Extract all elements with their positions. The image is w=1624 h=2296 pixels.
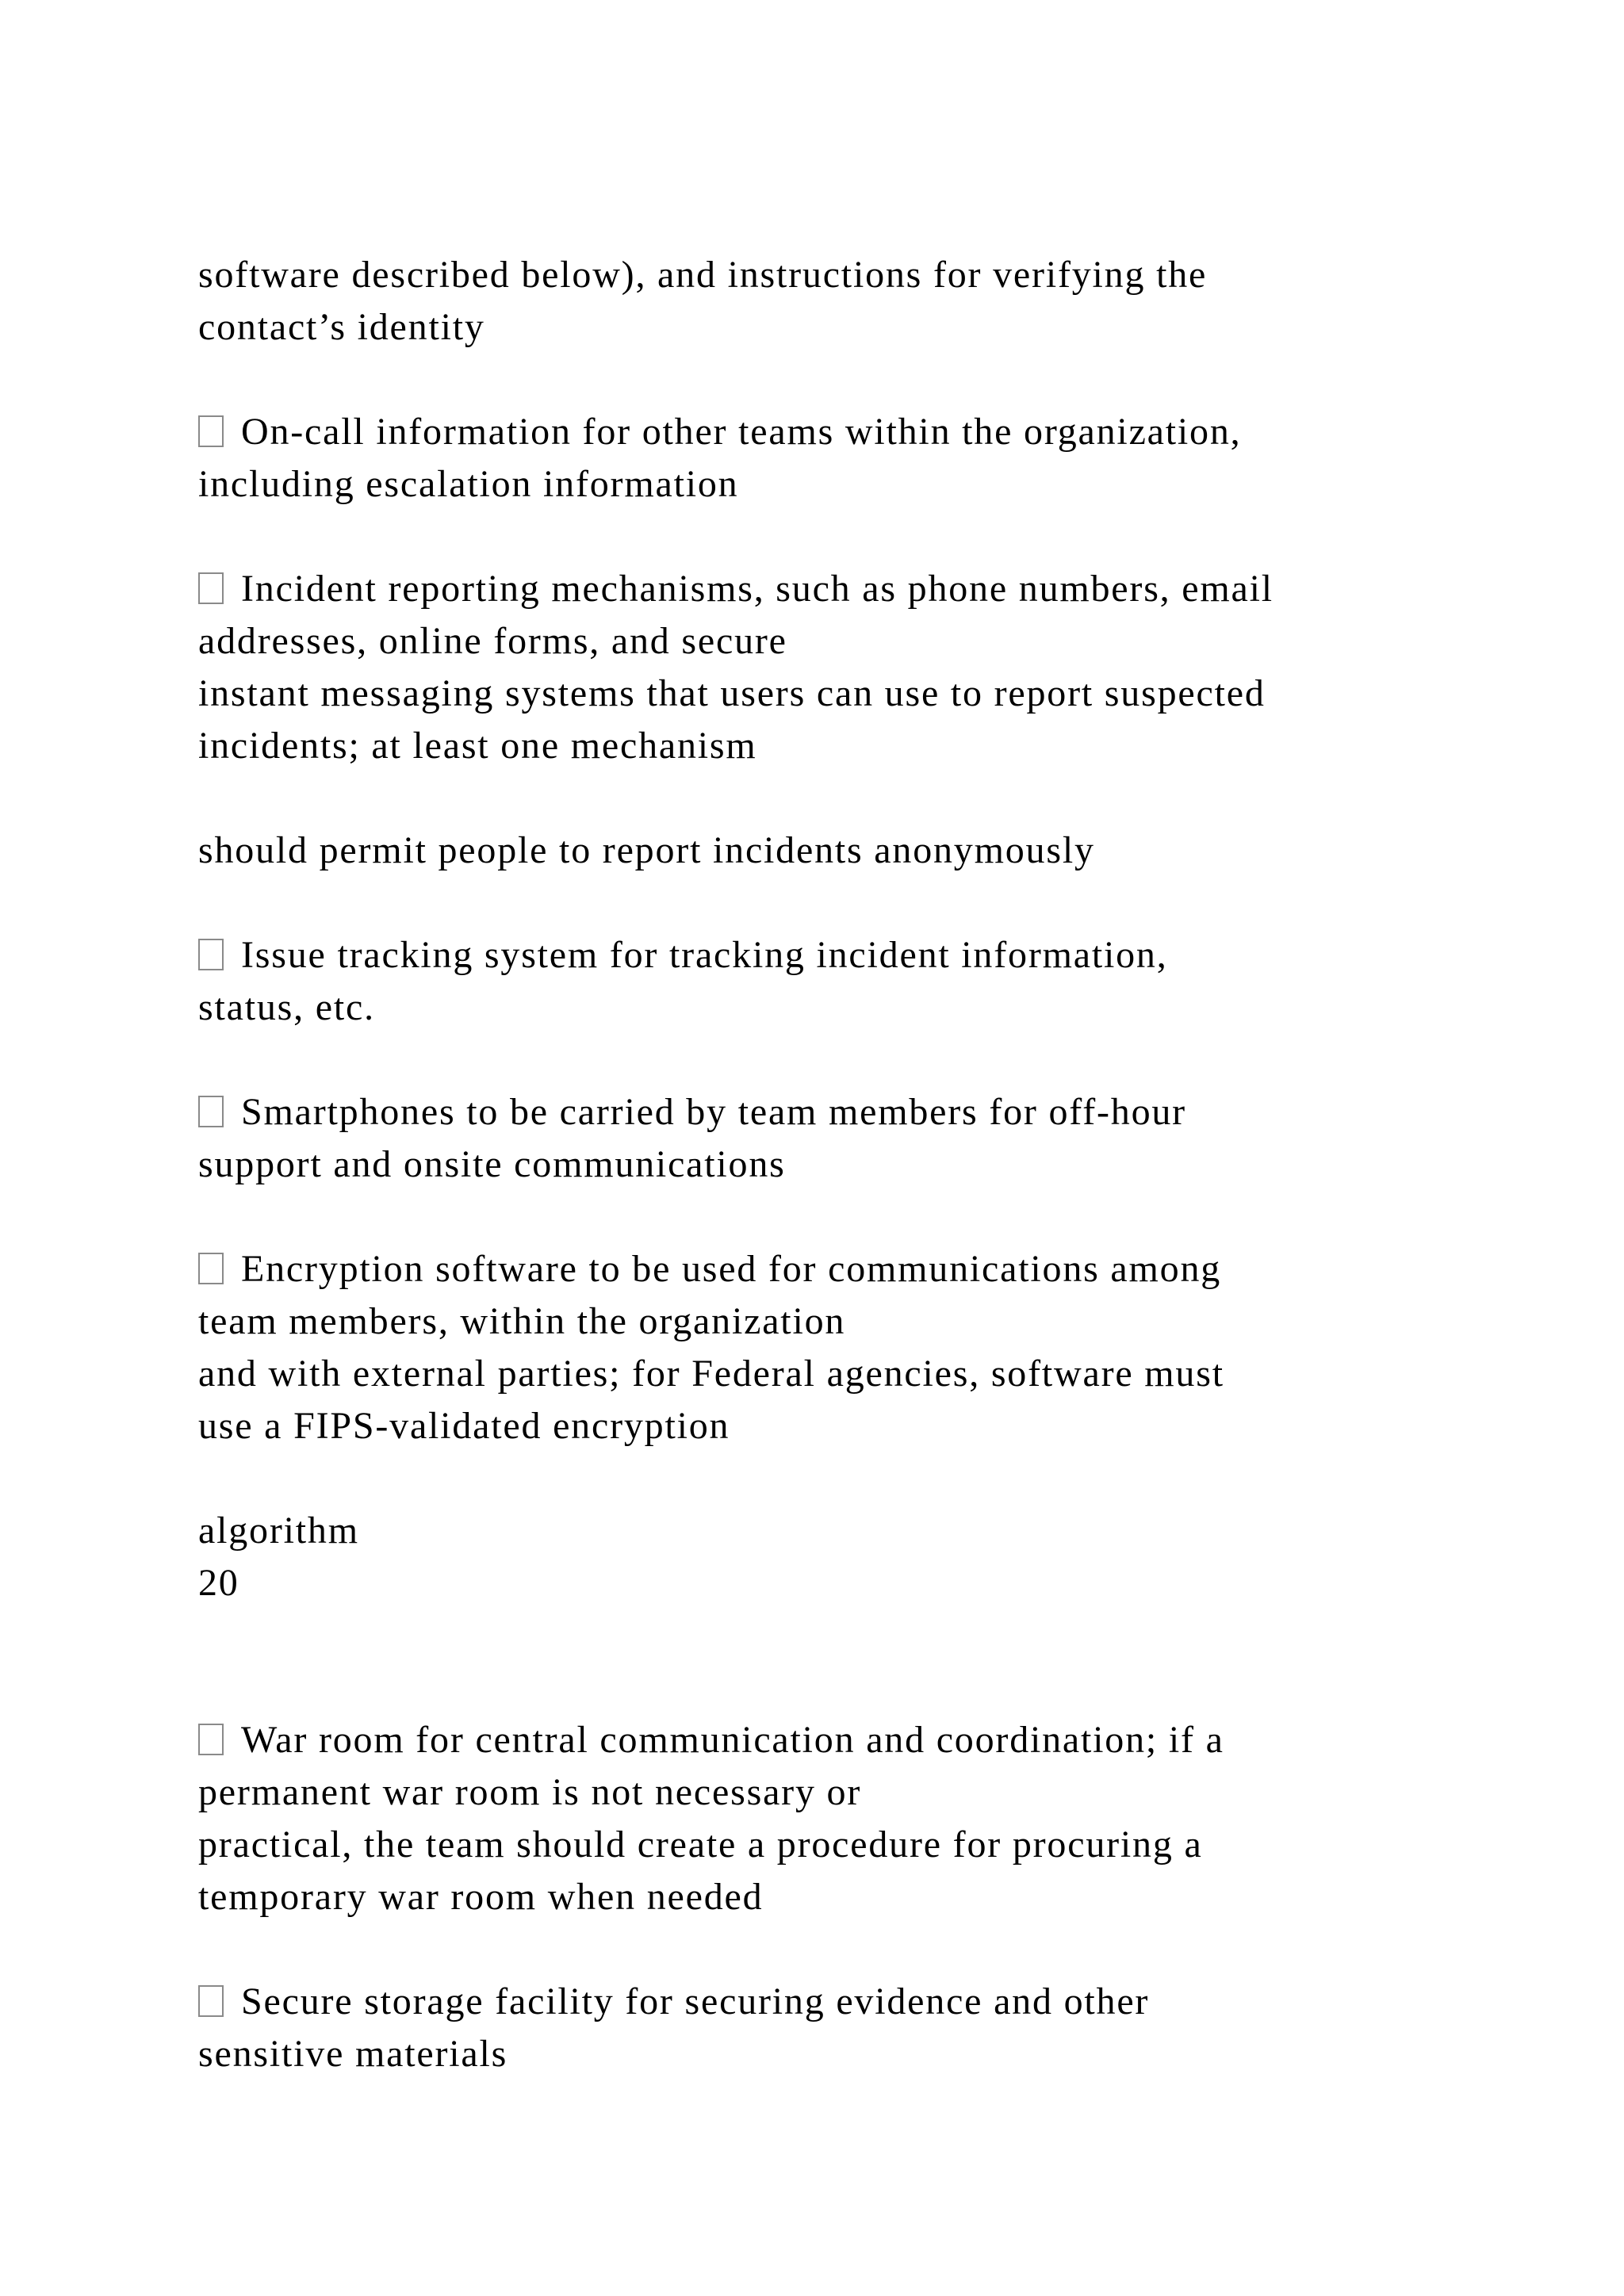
bullet-item (198, 929, 1168, 982)
text-line: use a FIPS-validated encryption (198, 1405, 730, 1447)
text-line: support and onsite communications (198, 1143, 786, 1185)
bullet-glyph-icon (198, 1985, 224, 2017)
bullet-glyph-icon (198, 939, 224, 970)
text-line: Issue tracking system for tracking incident information, (241, 934, 1168, 976)
bullet-item (198, 1243, 1221, 1295)
bullet-item (198, 406, 1241, 458)
bullet-item (198, 1976, 1149, 2028)
bullet-item (198, 563, 1274, 615)
text-line: status, etc. (198, 986, 375, 1028)
text-line: permanent war room is not necessary or (198, 1771, 862, 1813)
page-number: 20 (198, 1562, 239, 1604)
text-line: Secure storage facility for securing evidence and other (241, 1980, 1150, 2022)
text-line: algorithm (198, 1510, 359, 1552)
text-line: Smartphones to be carried by team members for off-hour (241, 1091, 1186, 1133)
text-line: practical, the team should create a procedure for procuring a (198, 1823, 1203, 1866)
text-line: instant messaging systems that users can use to report suspected (198, 672, 1266, 714)
bullet-glyph-icon (198, 1253, 224, 1284)
bullet-glyph-icon (198, 1096, 224, 1127)
text-line: contact’s identity (198, 306, 485, 348)
text-line: On-call information for other teams within the organization, (241, 411, 1242, 453)
text-line: sensitive materials (198, 2033, 508, 2075)
text-line: War room for central communication and coordination; if a (241, 1719, 1224, 1761)
text-line: incidents; at least one mechanism (198, 725, 757, 767)
text-line: temporary war room when needed (198, 1876, 764, 1918)
bullet-glyph-icon (198, 415, 224, 447)
text-line: addresses, online forms, and secure (198, 620, 787, 662)
text-line: and with external parties; for Federal agencies, software must (198, 1353, 1224, 1395)
text-line: should permit people to report incidents anonymously (198, 829, 1095, 871)
text-line: Incident reporting mechanisms, such as phone numbers, email (241, 568, 1274, 610)
bullet-glyph-icon (198, 1724, 224, 1755)
bullet-item (198, 1714, 1224, 1766)
bullet-glyph-icon (198, 572, 224, 604)
text-line: team members, within the organization (198, 1300, 846, 1342)
bullet-item (198, 1086, 1186, 1138)
text-line: software described below), and instructions for verifying the (198, 254, 1208, 296)
text-line: Encryption software to be used for communications among (241, 1248, 1222, 1290)
text-line: including escalation information (198, 463, 739, 505)
